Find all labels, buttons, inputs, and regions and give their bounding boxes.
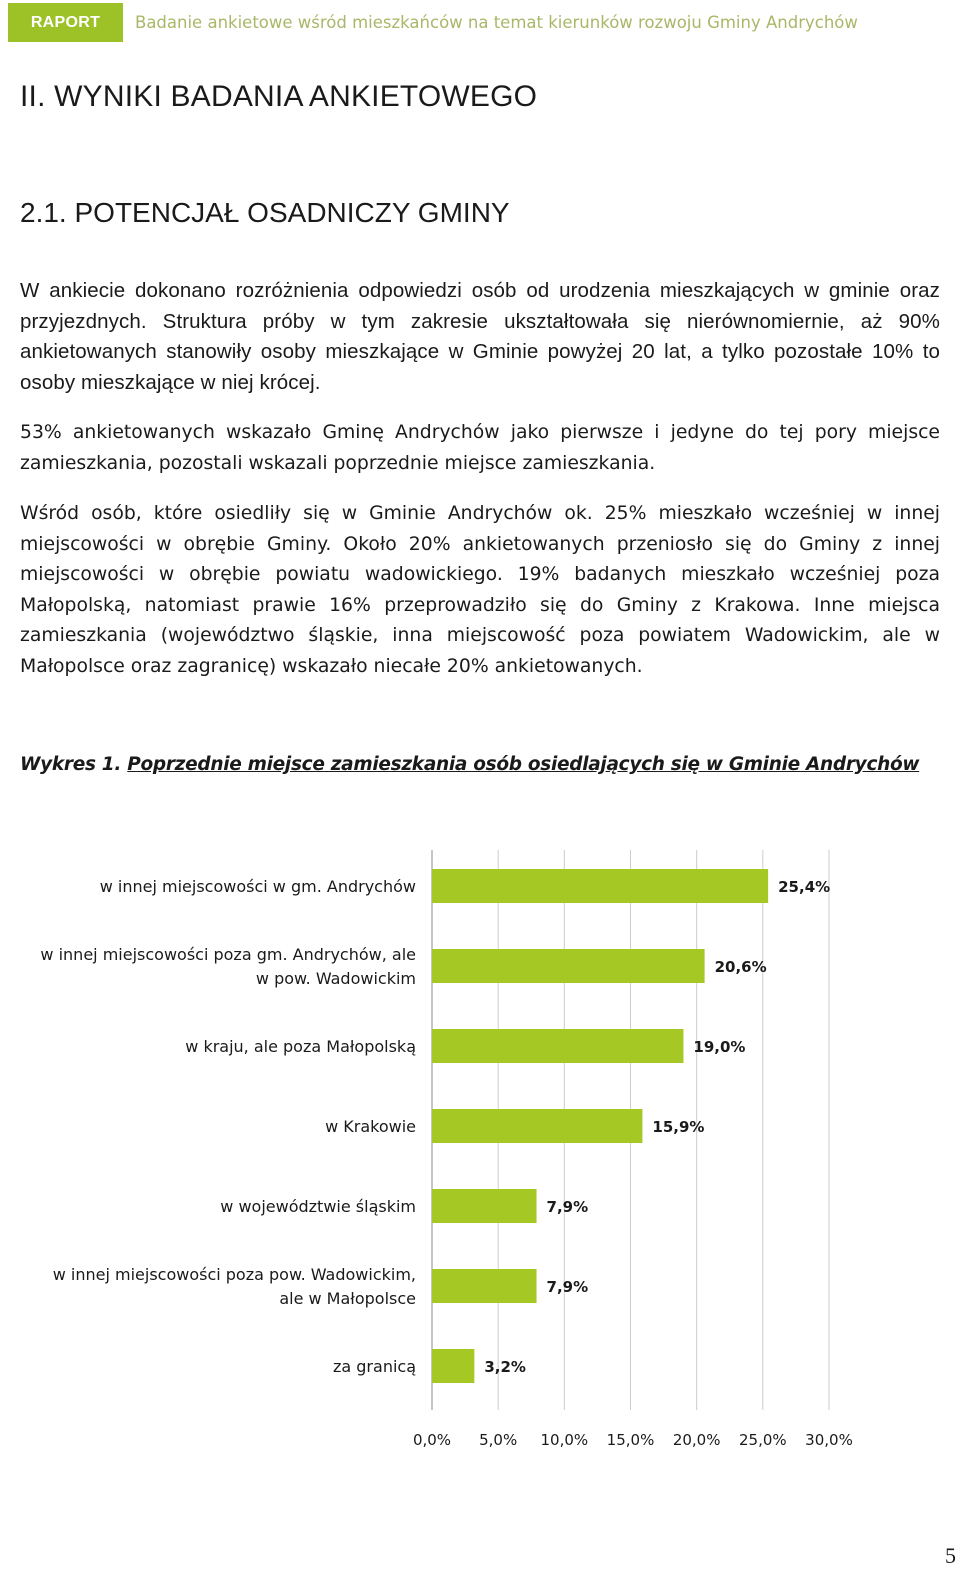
data-label: 25,4% <box>778 878 831 896</box>
category-label <box>220 1197 416 1216</box>
category-label-line: w innej miejscowości poza pow. Wadowickim, <box>52 1265 416 1284</box>
category-label-line: w pow. Wadowickim <box>255 969 416 988</box>
chart-category-labels <box>40 877 416 1376</box>
figure-caption <box>20 754 919 775</box>
x-tick-label: 10,0% <box>540 1431 589 1449</box>
data-label: 3,2% <box>484 1358 526 1376</box>
bar-chart <box>0 820 960 1450</box>
x-tick-label: 25,0% <box>739 1431 787 1449</box>
category-label <box>100 877 416 896</box>
x-tick-label: 20,0% <box>672 1431 721 1449</box>
chart-bars <box>432 869 768 1383</box>
header-title: Badanie ankietowe wśród mieszkańców na temat kierunków rozwoju Gminy Andrychów <box>135 13 858 32</box>
data-label: 19,0% <box>693 1038 746 1056</box>
category-label <box>40 945 416 988</box>
data-label: 15,9% <box>652 1118 705 1136</box>
category-label-line: w kraju, ale poza Małopolską <box>185 1037 416 1056</box>
category-label <box>53 1265 416 1308</box>
data-label: 7,9% <box>546 1278 589 1296</box>
category-label <box>325 1117 416 1136</box>
bar <box>432 949 705 983</box>
x-tick-label: 15,0% <box>606 1431 655 1449</box>
bar <box>432 1029 683 1063</box>
report-badge: RAPORT <box>8 3 123 42</box>
subsection-title: 2.1. POTENCJAŁ OSADNICZY GMINY <box>20 197 510 228</box>
category-label <box>333 1357 416 1376</box>
category-label-line: za granicą <box>332 1357 416 1376</box>
figure-caption-title: Poprzednie miejsce zamieszkania osób osiedlających się w Gminie Andrychów <box>127 754 920 775</box>
paragraph-1: W ankiecie dokonano rozróżnienia odpowiedzi osób od urodzenia mieszkających w gminie oraz przyjezdnych. Struktura próby w tym zakresie ukształtowała się nierównomiernie, aż 90% ankietowanych stanowiły osoby mieszkające w Gminie powyżej 20 lat, a tylko pozostałe 10% to osoby mieszkające w niej krócej. <box>20 279 940 394</box>
x-tick-label: 30,0% <box>805 1431 853 1449</box>
category-label-line: w innej miejscowości w gm. Andrychów <box>99 877 416 896</box>
x-tick-label: 0,0% <box>412 1431 452 1449</box>
section-title: II. WYNIKI BADANIA ANKIETOWEGO <box>20 80 538 113</box>
data-label: 7,9% <box>546 1198 589 1216</box>
category-label-line: ale w Małopolsce <box>279 1289 416 1308</box>
bar <box>432 1269 537 1303</box>
bar <box>432 869 768 903</box>
category-label <box>185 1037 416 1056</box>
category-label-line: w Krakowie <box>325 1117 416 1136</box>
bar <box>432 1109 642 1143</box>
category-label-line: w innej miejscowości poza gm. Andrychów, ale <box>40 945 416 964</box>
figure-caption-number: Wykres 1. <box>20 754 122 775</box>
bar <box>432 1189 537 1223</box>
bar <box>432 1349 474 1383</box>
page-header <box>8 3 960 43</box>
x-tick-label: 5,0% <box>479 1431 518 1449</box>
page-number: 5 <box>945 1543 956 1568</box>
paragraph-2: 53% ankietowanych wskazało Gminę Andrychów jako pierwsze i jedyne do tej pory miejsce zamieszkania, pozostali wskazali poprzednie miejsce zamieszkania. <box>20 422 940 474</box>
data-label: 20,6% <box>714 958 767 976</box>
paragraph-3: Wśród osób, które osiedliły się w Gminie Andrychów ok. 25% mieszkało wcześniej w innej miejscowości w obrębie Gminy. Około 20% ankietowanych przeniosło się do Gminy z innej miejscowości w obrębie powiatu wadowickiego. 19% badanych mieszkało wcześniej poza Małopolską, natomiast prawie 16% przeprowadziło się do Gminy z Krakowa. Inne miejsca zamieszkania (województwo śląskie, inna miejscowość poza powiatem Wadowickim, ale w Małopolsce oraz zagranicę) wskazało niecałe 20% ankietowanych. <box>20 503 940 677</box>
category-label-line: w województwie śląskim <box>220 1197 416 1216</box>
chart-x-ticks <box>413 1431 853 1449</box>
